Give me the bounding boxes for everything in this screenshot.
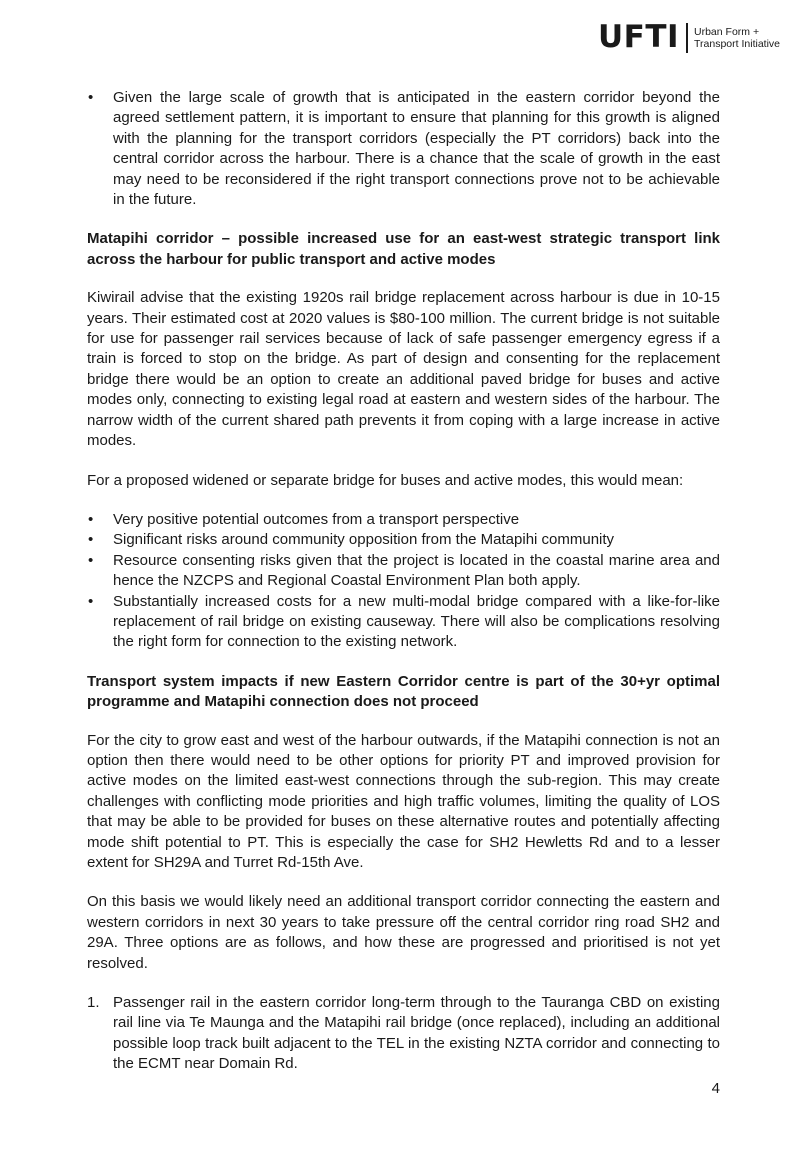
logo-line-2: Transport Initiative (694, 37, 780, 50)
intro-bullet-growth: • Given the large scale of growth that is anticipated in the eastern corridor beyond the agreed settlement pattern, it is important to ensure that planning for this growth is aligned with the planning for the transport corridors (especially the PT corridors) back into the central corridor across the harbour. There is a chance that the scale of growth in the east may need to be reconsidered if the right transport connections prove not to be achievable in the future. (87, 88, 720, 210)
intro-bullet-list (87, 88, 720, 210)
page-number: 4 (711, 1080, 720, 1097)
bridge-implications-list (87, 510, 720, 653)
option-passenger-rail (87, 993, 720, 1075)
paragraph-additional-corridor: On this basis we would likely need an additional transport corridor connecting the eastern and western corridors in next 30 years to take pressure off the central corridor ring road SH2 and 29A. Three options are as follows, and how these are progressed and prioritised is not yet resolved. (87, 893, 720, 972)
logo-divider (686, 23, 688, 53)
paragraph-city-growth: For the city to grow east and west of the harbour outwards, if the Matapihi connection is not an option then there would need to be other options for priority PT and improved provision for active modes on the limited east-west connections through the sub-region. This may create challenges with conflicting mode priorities and high traffic volumes, limiting the quality of LOS that may be able to be provided for buses on these alternative routes and potentially affecting mode shift potential to PT. This is especially the case for SH2 Hewletts Rd and to a lesser extent for SH29A and Turret Rd-15th Ave. (87, 731, 720, 871)
option-number: 1. (87, 994, 100, 1012)
bullet-consenting-risks: • Resource consenting risks given that the project is located in the coastal marine area and hence the NZCPS and Regional Coastal Environment Plan both apply. (87, 551, 720, 592)
ufti-logo (597, 19, 780, 55)
logo-mark: UFTI (597, 19, 680, 55)
logo-text (694, 26, 780, 50)
bullet-positive-outcomes: • Very positive potential outcomes from a transport perspective (87, 510, 720, 530)
heading-transport-system-impacts: Transport system impacts if new Eastern Corridor centre is part of the 30+yr optimal programme and Matapihi connection does not proceed (87, 672, 720, 711)
paragraph-proposed-bridge: For a proposed widened or separate bridge for buses and active modes, this would mean: (87, 471, 684, 489)
logo-line-1: Urban Form + (694, 25, 760, 38)
bullet-increased-costs: • Substantially increased costs for a new multi-modal bridge compared with a like-for-like replacement of rail bridge on existing causeway. There will also be complications resolving the right form for connection to the existing network. (87, 592, 720, 653)
paragraph-kiwirail-bridge: Kiwirail advise that the existing 1920s rail bridge replacement across harbour is due in 10-15 years. Their estimated cost at 2020 values is $80-100 million. The current bridge is not suitable for use for passenger rail services because of lack of safe passenger emergency egress if a train is forced to stop on the bridge. As part of design and consenting for the replacement bridge there would be an option to create an additional paved bridge for buses and active modes only, connecting to existing legal road at eastern and western sides of the harbour. The narrow width of the current shared path prevents it from coping with a large increase in active modes. (87, 289, 720, 450)
options-list (87, 993, 720, 1075)
option-text: Passenger rail in the eastern corridor long-term through to the Tauranga CBD on existing rail line via Te Maunga and the Matapihi rail bridge (once replaced), including an additional possible loop track built adjacent to the TEL in the existing NZTA corridor and connecting to the ECMT near Domain Rd. (113, 994, 720, 1073)
document-body (87, 88, 720, 1075)
bullet-community-risks: • Significant risks around community opposition from the Matapihi community (87, 530, 720, 550)
heading-matapihi-corridor: Matapihi corridor – possible increased use for an east-west strategic transport link across the harbour for public transport and active modes (87, 230, 720, 268)
